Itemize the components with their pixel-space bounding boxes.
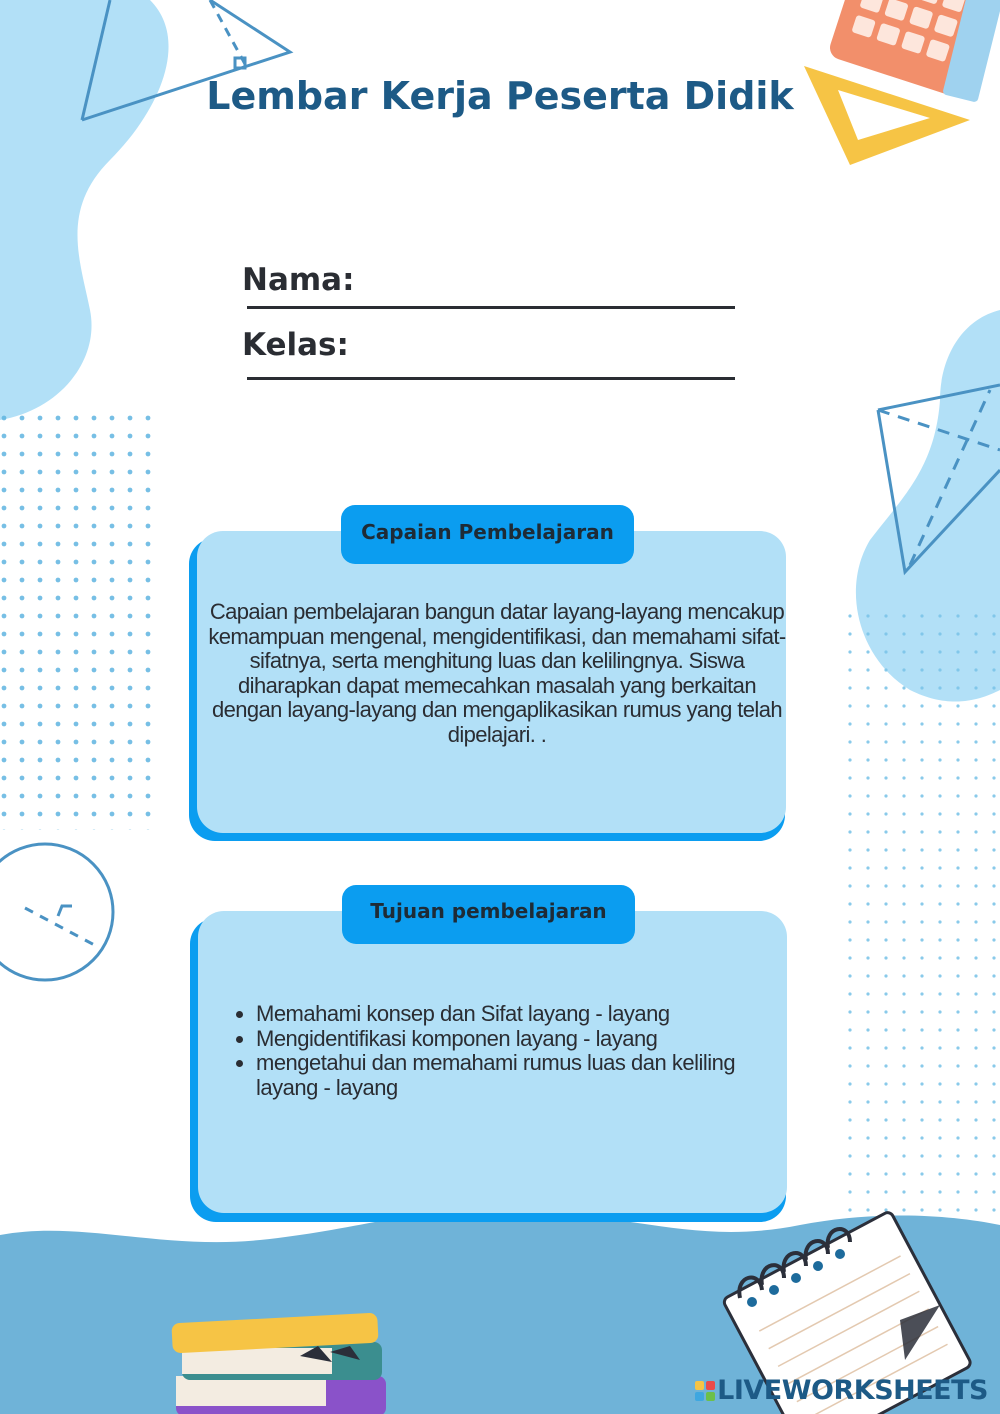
- top-left-blob: [0, 0, 169, 420]
- books-decor: [171, 1313, 386, 1414]
- left-dots: [0, 410, 160, 830]
- list-item: • Mengidentifikasi komponen layang - layang: [256, 1027, 796, 1052]
- tujuan-heading: Tujuan pembelajaran: [342, 885, 635, 944]
- tujuan-list: [228, 1002, 796, 1100]
- capaian-heading: Capaian Pembelajaran: [341, 505, 634, 564]
- right-dots: [840, 610, 1000, 1220]
- nama-answer-line[interactable]: [247, 306, 735, 309]
- nama-label: Nama:: [242, 262, 355, 298]
- liveworksheets-brand-text: LIVEWORKSHEETS: [717, 1375, 988, 1406]
- list-item: • Memahami konsep dan Sifat layang - layang: [256, 1002, 796, 1027]
- capaian-text: Capaian pembelajaran bangun datar layang-layang mencakup kemampuan mengenal, mengidentifikasi, dan memahami sifat-sifatnya, serta menghitung luas dan kelilingnya. Siswa diharapkan dapat memecahkan masalah yang berkaitan dengan layang-layang dan mengaplikasikan rumus yang telah dipelajari. .: [208, 599, 786, 747]
- liveworksheets-logo: [695, 1375, 988, 1406]
- circle-outline: [0, 844, 113, 980]
- kelas-answer-line[interactable]: [247, 377, 735, 380]
- kelas-label: Kelas:: [242, 327, 349, 363]
- page-title: Lembar Kerja Peserta Didik: [206, 74, 794, 118]
- liveworksheets-mark-icon: [695, 1381, 715, 1401]
- list-item: • mengetahui dan memahami rumus luas dan keliling layang - layang: [256, 1051, 796, 1100]
